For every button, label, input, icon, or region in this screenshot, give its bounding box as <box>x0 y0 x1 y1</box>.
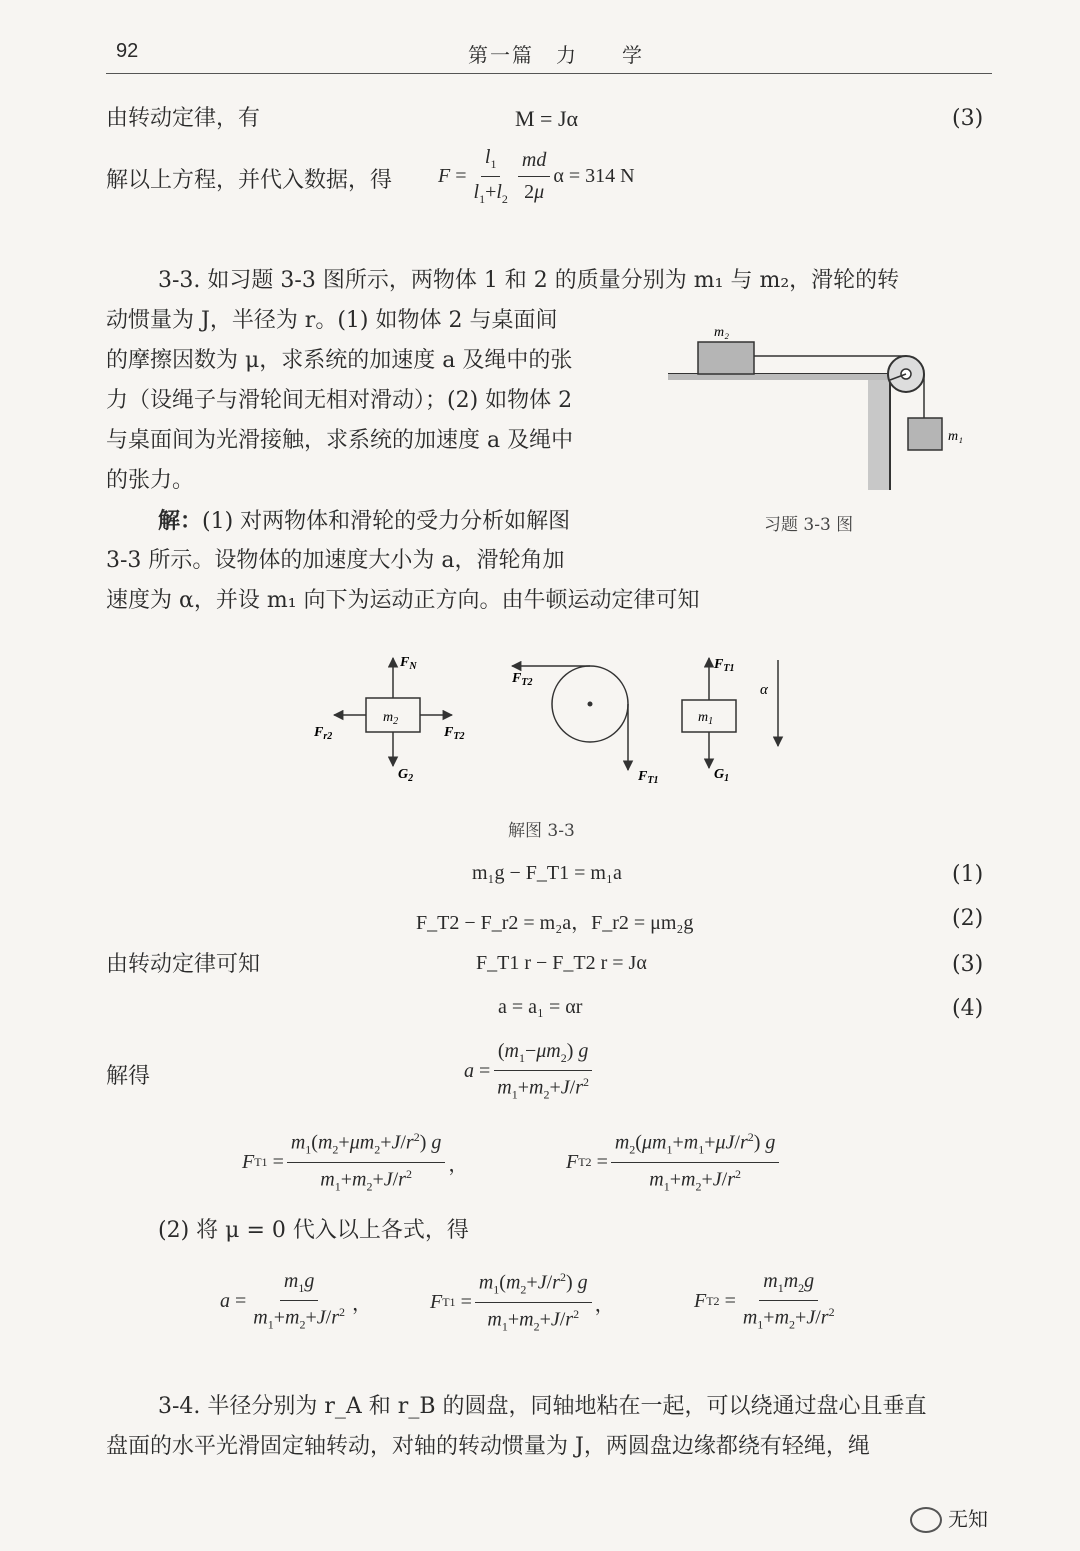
p34-line1: 3-4. 半径分别为 r_A 和 r_B 的圆盘，同轴地粘在一起，可以绕通过盘心且垂直 <box>158 1394 927 1419</box>
svg-text:G2: $G_2$ <box>398 767 414 784</box>
eq1: m₁g − F_T1 = m₁a <box>472 862 622 884</box>
block1-eq3-number: (3) <box>952 106 984 131</box>
eq2: F_T2 − F_r2 = m₂a，F_r2 = μm₂g <box>416 912 694 934</box>
p33-line4: 力（设绳子与滑轮间无相对滑动）；(2) 如物体 2 <box>106 388 573 413</box>
block1-line1-text: 由转动定律，有 <box>106 106 261 131</box>
eq3-number: (3) <box>952 952 984 977</box>
svg-text:FT2: $F_{T2}$ <box>444 725 465 742</box>
block-m2 <box>698 342 754 374</box>
svg-text:FN: $F_N$ <box>400 655 417 672</box>
problem-figure-caption: 习题 3-3 图 <box>764 515 854 535</box>
p33-line1: 3-3. 如习题 3-3 图所示，两物体 1 和 2 的质量分别为 m₁ 与 m₂，滑轮的转 <box>158 268 900 293</box>
eq2-number: (2) <box>952 906 984 931</box>
part2-intro: (2) 将 μ = 0 代入以上各式，得 <box>158 1218 469 1243</box>
fbd-m1 <box>682 657 778 784</box>
sol33-line1 <box>158 506 570 537</box>
svg-text:m2: $m_2$ <box>383 710 399 727</box>
accel-frictionless: a = $\frac{m_1g}{m_1+m_2+J/r^2}$ ， <box>220 1270 372 1332</box>
accel-formula: a = $\frac{(m_1-\mu m_2) g}{m_1+m_2+J/r^2}$ <box>464 1040 596 1103</box>
p33-line5: 与桌面间为光滑接触，求系统的加速度 a 及绳中 <box>106 428 574 453</box>
block1-eq3: M = Jα <box>515 106 579 131</box>
tension-t1-frictionless: F T1 = $\frac{m_1(m_2+J/r^2) g}{m_1+m_2+J/r^2}$ ， <box>430 1270 615 1334</box>
p34-line2: 盘面的水平光滑固定轴转动，对轴的转动惯量为 J，两圆盘边缘都绕有轻绳，绳 <box>106 1434 870 1459</box>
svg-text:m1: $m_1$ <box>698 710 714 727</box>
table-top <box>668 374 900 380</box>
eq4: a = a₁ = αr <box>498 996 583 1018</box>
svg-text:FT1: $F_{T1}$ <box>714 657 735 674</box>
eq1-number: (1) <box>952 862 984 887</box>
chapter-title: 第一篇 力 学 <box>468 43 644 67</box>
fbd-pulley <box>511 666 658 786</box>
label-m2: m₂ <box>714 325 729 340</box>
tension-t1-formula: F T1 = $\frac{m_1(m_2+\mu m_2+J/r^2) g}{m_1+m_2+J/r^2}$ ， <box>242 1130 469 1194</box>
eq4-number: (4) <box>952 996 984 1021</box>
fbd-m2 <box>313 655 464 784</box>
free-body-diagram <box>300 648 800 798</box>
watermark-brand: 无知 <box>948 1506 988 1531</box>
sol33-line1-text: (1) 对两物体和滑轮的受力分析如解图 <box>202 509 571 534</box>
table-leg <box>868 380 890 490</box>
force-formula: F = $\frac{l_1}{l_1+l_2}$ $\frac{md}{2\mu}$ α = 314 N <box>438 146 635 206</box>
page-number: 92 <box>116 40 139 62</box>
block-m1 <box>908 418 942 450</box>
eq3: F_T1 r − F_T2 r = Jα <box>476 952 647 974</box>
sol33-line2: 3-3 所示。设物体的加速度大小为 a，滑轮角加 <box>106 548 565 573</box>
svg-text:α: α <box>760 682 768 698</box>
svg-text:G1: $G_1$ <box>714 767 730 784</box>
svg-text:FT1: $F_{T1}$ <box>638 769 659 786</box>
svg-text:FT2: $F_{T2}$ <box>512 671 533 688</box>
sol33-line3: 速度为 α，并设 m₁ 向下为运动正方向。由牛顿运动定律可知 <box>106 588 700 613</box>
solve-intro: 解得 <box>106 1064 151 1089</box>
problem-figure-pulley <box>668 318 998 490</box>
header-rule <box>106 73 992 74</box>
chat-bubble-icon <box>910 1507 942 1533</box>
svg-text:Fr2: $F_{r2}$ <box>314 725 333 742</box>
p33-line3: 的摩擦因数为 μ，求系统的加速度 a 及绳中的张 <box>106 348 573 373</box>
tension-t2-frictionless: F T2 = $\frac{m_1m_2g}{m_1+m_2+J/r^2}$ <box>694 1270 835 1332</box>
solution-figure-caption: 解图 3-3 <box>508 821 575 841</box>
eq3-intro: 由转动定律可知 <box>106 952 261 977</box>
tension-t2-formula: F T2 = $\frac{m_2(\mu m_1+m_1+\mu J/r^2) g}{m_1+m_2+J/r^2}$ <box>566 1130 782 1194</box>
label-m1: m₁ <box>948 429 963 444</box>
solution-label: 解： <box>158 508 203 534</box>
force-result: α = 314 N <box>553 165 635 187</box>
wechat-watermark <box>910 1503 988 1534</box>
p33-line2: 动惯量为 J，半径为 r。(1) 如物体 2 与桌面间 <box>106 308 558 333</box>
block1-line2-text: 解以上方程，并代入数据，得 <box>106 168 393 193</box>
p33-line6: 的张力。 <box>106 468 195 493</box>
